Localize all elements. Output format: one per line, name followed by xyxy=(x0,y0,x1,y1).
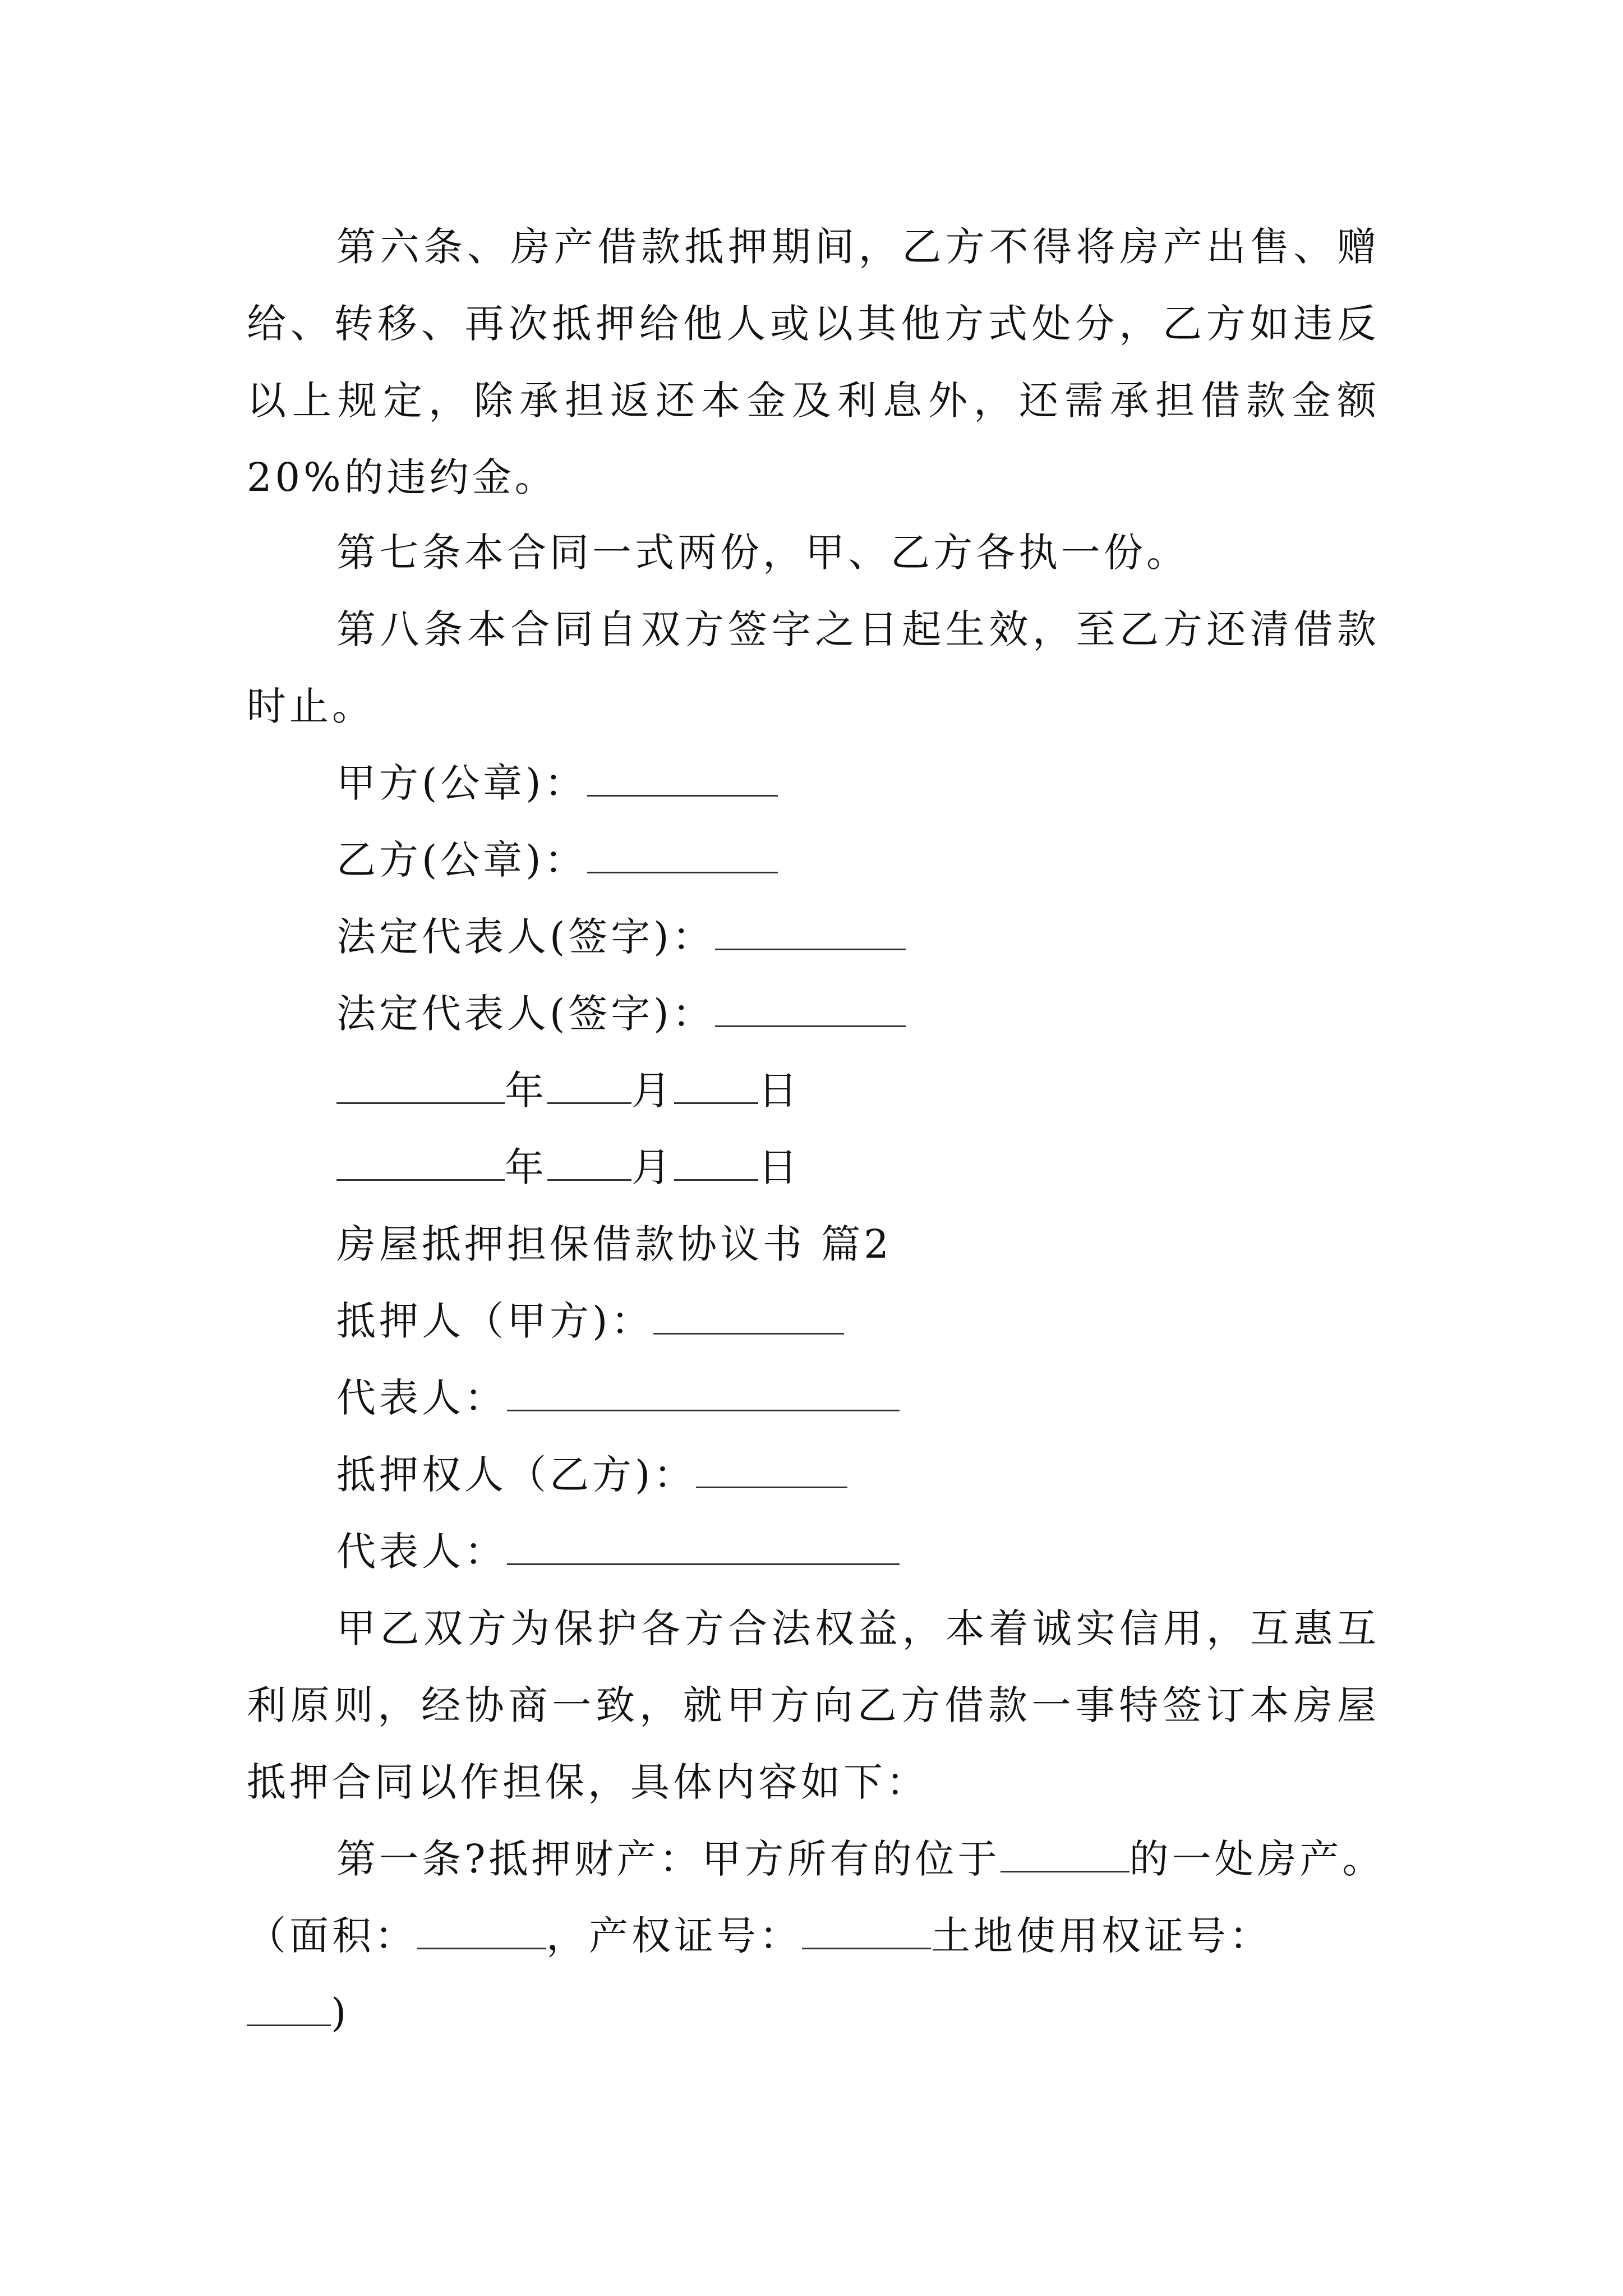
party-a-seal-label: 甲方(公章)： xyxy=(336,760,587,806)
land-label: 土地使用权证号： xyxy=(931,1913,1272,1959)
date-day-label-1: 日 xyxy=(758,1068,801,1114)
date-year-blank-2 xyxy=(336,1144,505,1181)
article-6: 第六条、房产借款抵押期间，乙方不得将房产出售、赠给、转移、再次抵押给他人或以其他方式处分，乙方如违反以上规定，除承担返还本金及利息外，还需承担借款金额20%的违约金。 xyxy=(247,224,1380,500)
party-b-seal-line xyxy=(336,822,778,899)
date-year-label-2: 年 xyxy=(505,1144,547,1190)
date-line-1 xyxy=(336,1052,801,1129)
mortgagee-line xyxy=(336,1437,847,1513)
article-8: 第八条本合同自双方签字之日起生效，至乙方还清借款时止。 xyxy=(247,606,1380,729)
date-day-blank-2 xyxy=(674,1144,758,1181)
mortgagee-label: 抵押权人（乙方)： xyxy=(336,1452,697,1498)
article-1-suffix: 的一处房产。 xyxy=(1129,1836,1385,1882)
rep-label-1: 代表人： xyxy=(336,1375,507,1421)
rep-sign-blank-1 xyxy=(715,914,906,950)
date-year-blank-1 xyxy=(336,1068,505,1104)
cert-blank xyxy=(802,1913,931,1949)
intro-paragraph: 甲乙双方为保护各方合法权益，本着诚实信用，互惠互利原则，经协商一致，就甲方向乙方借款一事特签订本房屋抵押合同以作担保，具体内容如下： xyxy=(247,1605,1380,1805)
mortgagor-label: 抵押人（甲方)： xyxy=(336,1298,654,1344)
party-b-seal-label: 乙方(公章)： xyxy=(336,837,587,883)
date-day-label-2: 日 xyxy=(758,1144,801,1190)
rep-sign-label-1: 法定代表人(签字)： xyxy=(336,914,715,960)
mortgagor-line xyxy=(336,1283,844,1360)
mortgagee-blank xyxy=(696,1452,847,1488)
rep-sign-line-2 xyxy=(336,976,906,1052)
date-year-label-1: 年 xyxy=(505,1068,547,1114)
date-month-label-1: 月 xyxy=(631,1068,674,1114)
party-b-seal-blank xyxy=(587,837,778,873)
section-2-title: 房屋抵押担保借款协议书 篇2 xyxy=(336,1221,892,1267)
date-day-blank-1 xyxy=(674,1068,758,1104)
area-label: （面积： xyxy=(247,1913,417,1959)
area-blank xyxy=(417,1913,546,1949)
rep-sign-blank-2 xyxy=(715,991,906,1027)
rep-blank-1 xyxy=(507,1375,900,1411)
article-1-close-line xyxy=(247,1975,349,2051)
article-1-location-blank xyxy=(1000,1836,1129,1872)
cert-label: ，产权证号： xyxy=(546,1913,802,1959)
rep-label-2: 代表人： xyxy=(336,1529,507,1575)
close-paren: ) xyxy=(331,1990,350,2036)
party-a-seal-line xyxy=(336,745,778,822)
article-1-details-line xyxy=(247,1898,1272,1975)
rep-sign-line-1 xyxy=(336,899,906,976)
article-1-prefix: 第一条?抵押财产：甲方所有的位于 xyxy=(336,1836,1000,1882)
date-month-label-2: 月 xyxy=(631,1144,674,1190)
rep-blank-2 xyxy=(507,1529,900,1565)
date-month-blank-2 xyxy=(547,1144,631,1181)
date-month-blank-1 xyxy=(547,1068,631,1104)
mortgagor-blank xyxy=(653,1298,844,1335)
rep-line-2 xyxy=(336,1513,900,1590)
article-7: 第七条本合同一式两份，甲、乙方各执一份。 xyxy=(336,530,1189,576)
rep-line-1 xyxy=(336,1360,900,1437)
rep-sign-label-2: 法定代表人(签字)： xyxy=(336,991,715,1037)
land-cert-blank xyxy=(247,1990,331,2026)
article-1-line xyxy=(336,1821,1385,1898)
date-line-2 xyxy=(336,1129,801,1206)
party-a-seal-blank xyxy=(587,760,778,797)
